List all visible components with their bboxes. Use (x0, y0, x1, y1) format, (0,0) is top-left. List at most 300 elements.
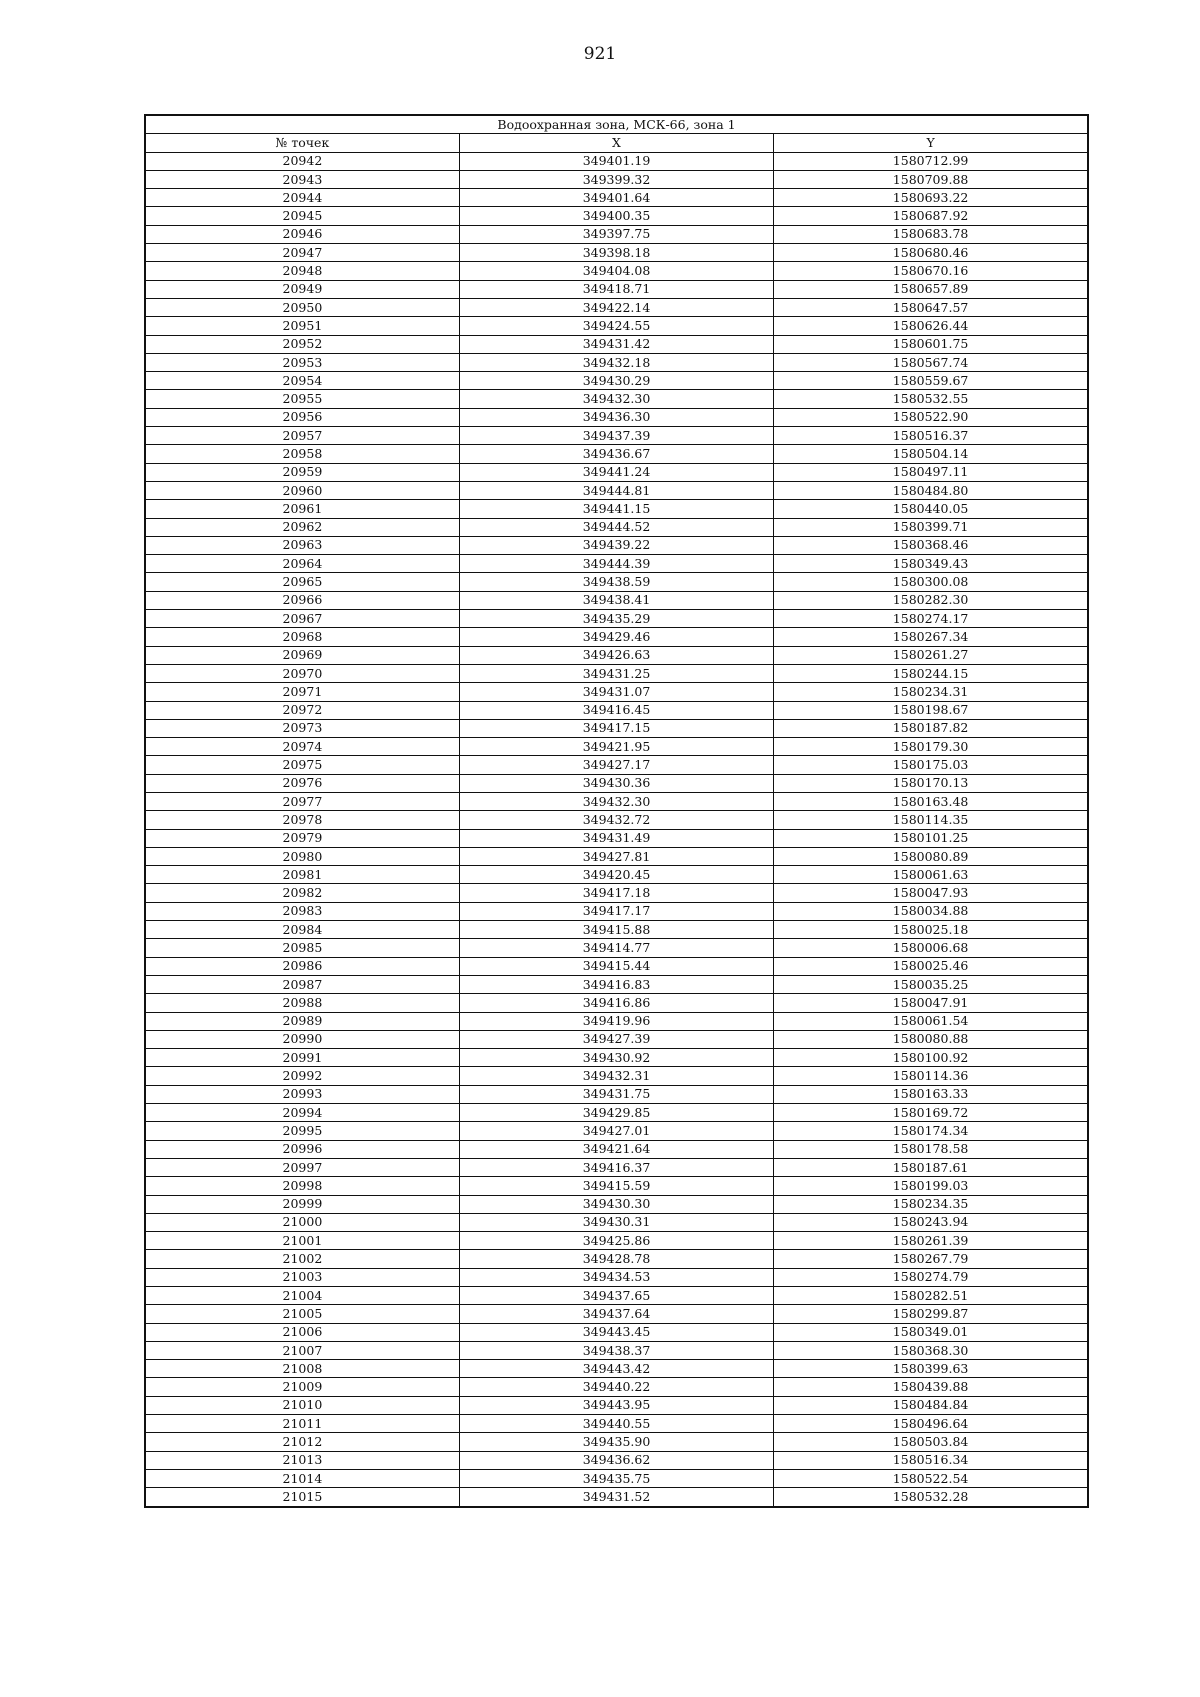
y-coordinate-cell: 1580532.28 (774, 1488, 1088, 1507)
point-number-cell: 20951 (145, 317, 459, 335)
table-row (145, 372, 1088, 390)
point-number-cell: 20988 (145, 994, 459, 1012)
point-number-cell: 20954 (145, 372, 459, 390)
y-coordinate-cell: 1580657.89 (774, 280, 1088, 298)
x-coordinate-cell: 349444.39 (459, 555, 773, 573)
table-row (145, 170, 1088, 188)
table-row (145, 445, 1088, 463)
header-y: Y (774, 134, 1088, 152)
point-number-cell: 20979 (145, 829, 459, 847)
y-coordinate-cell: 1580080.89 (774, 847, 1088, 865)
x-coordinate-cell: 349417.17 (459, 902, 773, 920)
table-row (145, 646, 1088, 664)
table-row (145, 719, 1088, 737)
table-row (145, 610, 1088, 628)
y-coordinate-cell: 1580601.75 (774, 335, 1088, 353)
point-number-cell: 20958 (145, 445, 459, 463)
y-coordinate-cell: 1580025.46 (774, 957, 1088, 975)
table-row (145, 1268, 1088, 1286)
table-row (145, 1177, 1088, 1195)
table-row (145, 1104, 1088, 1122)
table-row (145, 280, 1088, 298)
x-coordinate-cell: 349444.81 (459, 481, 773, 499)
table-row (145, 1396, 1088, 1414)
y-coordinate-cell: 1580178.58 (774, 1140, 1088, 1158)
x-coordinate-cell: 349432.31 (459, 1067, 773, 1085)
table-row (145, 1085, 1088, 1103)
y-coordinate-cell: 1580101.25 (774, 829, 1088, 847)
table-row (145, 866, 1088, 884)
x-coordinate-cell: 349416.83 (459, 975, 773, 993)
point-number-cell: 21004 (145, 1287, 459, 1305)
table-row (145, 335, 1088, 353)
x-coordinate-cell: 349434.53 (459, 1268, 773, 1286)
y-coordinate-cell: 1580187.82 (774, 719, 1088, 737)
table-row (145, 738, 1088, 756)
y-coordinate-cell: 1580709.88 (774, 170, 1088, 188)
x-coordinate-cell: 349436.67 (459, 445, 773, 463)
table-row (145, 1232, 1088, 1250)
point-number-cell: 21006 (145, 1323, 459, 1341)
table-row (145, 975, 1088, 993)
x-coordinate-cell: 349416.45 (459, 701, 773, 719)
x-coordinate-cell: 349444.52 (459, 518, 773, 536)
x-coordinate-cell: 349416.37 (459, 1158, 773, 1176)
table-row (145, 921, 1088, 939)
y-coordinate-cell: 1580163.33 (774, 1085, 1088, 1103)
point-number-cell: 21014 (145, 1469, 459, 1487)
y-coordinate-cell: 1580626.44 (774, 317, 1088, 335)
table-body (145, 152, 1088, 1506)
y-coordinate-cell: 1580080.88 (774, 1030, 1088, 1048)
point-number-cell: 20956 (145, 408, 459, 426)
page-number: 921 (583, 44, 617, 64)
x-coordinate-cell: 349414.77 (459, 939, 773, 957)
point-number-cell: 20974 (145, 738, 459, 756)
y-coordinate-cell: 1580198.67 (774, 701, 1088, 719)
table-row (145, 1323, 1088, 1341)
y-coordinate-cell: 1580559.67 (774, 372, 1088, 390)
point-number-cell: 20981 (145, 866, 459, 884)
table-row (145, 1140, 1088, 1158)
table-row (145, 353, 1088, 371)
x-coordinate-cell: 349400.35 (459, 207, 773, 225)
y-coordinate-cell: 1580163.48 (774, 792, 1088, 810)
point-number-cell: 20947 (145, 244, 459, 262)
x-coordinate-cell: 349431.25 (459, 664, 773, 682)
point-number-cell: 20983 (145, 902, 459, 920)
table-row (145, 298, 1088, 316)
table-header-row (145, 134, 1088, 152)
x-coordinate-cell: 349418.71 (459, 280, 773, 298)
table-row (145, 957, 1088, 975)
table-row (145, 811, 1088, 829)
y-coordinate-cell: 1580267.34 (774, 628, 1088, 646)
point-number-cell: 21010 (145, 1396, 459, 1414)
point-number-cell: 20967 (145, 610, 459, 628)
table-row (145, 792, 1088, 810)
point-number-cell: 21005 (145, 1305, 459, 1323)
table-row (145, 1049, 1088, 1067)
x-coordinate-cell: 349431.42 (459, 335, 773, 353)
y-coordinate-cell: 1580439.88 (774, 1378, 1088, 1396)
x-coordinate-cell: 349427.17 (459, 756, 773, 774)
x-coordinate-cell: 349432.30 (459, 390, 773, 408)
y-coordinate-cell: 1580522.54 (774, 1469, 1088, 1487)
x-coordinate-cell: 349417.18 (459, 884, 773, 902)
table-row (145, 1030, 1088, 1048)
x-coordinate-cell: 349422.14 (459, 298, 773, 316)
x-coordinate-cell: 349432.30 (459, 792, 773, 810)
point-number-cell: 20996 (145, 1140, 459, 1158)
x-coordinate-cell: 349431.49 (459, 829, 773, 847)
y-coordinate-cell: 1580496.64 (774, 1415, 1088, 1433)
table-row (145, 664, 1088, 682)
point-number-cell: 20978 (145, 811, 459, 829)
y-coordinate-cell: 1580687.92 (774, 207, 1088, 225)
table-row (145, 518, 1088, 536)
x-coordinate-cell: 349432.18 (459, 353, 773, 371)
x-coordinate-cell: 349427.81 (459, 847, 773, 865)
y-coordinate-cell: 1580349.43 (774, 555, 1088, 573)
point-number-cell: 21003 (145, 1268, 459, 1286)
table-row (145, 244, 1088, 262)
x-coordinate-cell: 349419.96 (459, 1012, 773, 1030)
point-number-cell: 21011 (145, 1415, 459, 1433)
x-coordinate-cell: 349443.45 (459, 1323, 773, 1341)
point-number-cell: 20964 (145, 555, 459, 573)
header-point-number: № точек (145, 134, 459, 152)
point-number-cell: 20957 (145, 427, 459, 445)
table-row (145, 152, 1088, 170)
table-row (145, 1195, 1088, 1213)
y-coordinate-cell: 1580349.01 (774, 1323, 1088, 1341)
point-number-cell: 20962 (145, 518, 459, 536)
point-number-cell: 20953 (145, 353, 459, 371)
y-coordinate-cell: 1580170.13 (774, 774, 1088, 792)
x-coordinate-cell: 349421.95 (459, 738, 773, 756)
y-coordinate-cell: 1580440.05 (774, 500, 1088, 518)
y-coordinate-cell: 1580175.03 (774, 756, 1088, 774)
table-row (145, 555, 1088, 573)
y-coordinate-cell: 1580516.34 (774, 1451, 1088, 1469)
x-coordinate-cell: 349431.07 (459, 683, 773, 701)
x-coordinate-cell: 349415.44 (459, 957, 773, 975)
point-number-cell: 20997 (145, 1158, 459, 1176)
table-row (145, 207, 1088, 225)
table-row (145, 939, 1088, 957)
table-row (145, 1451, 1088, 1469)
y-coordinate-cell: 1580047.93 (774, 884, 1088, 902)
x-coordinate-cell: 349397.75 (459, 225, 773, 243)
point-number-cell: 20943 (145, 170, 459, 188)
x-coordinate-cell: 349415.88 (459, 921, 773, 939)
point-number-cell: 21001 (145, 1232, 459, 1250)
table-row (145, 902, 1088, 920)
point-number-cell: 20948 (145, 262, 459, 280)
x-coordinate-cell: 349436.62 (459, 1451, 773, 1469)
point-number-cell: 20992 (145, 1067, 459, 1085)
y-coordinate-cell: 1580114.36 (774, 1067, 1088, 1085)
header-x: X (459, 134, 773, 152)
y-coordinate-cell: 1580368.30 (774, 1341, 1088, 1359)
x-coordinate-cell: 349421.64 (459, 1140, 773, 1158)
table-row (145, 262, 1088, 280)
table-row (145, 317, 1088, 335)
y-coordinate-cell: 1580061.63 (774, 866, 1088, 884)
point-number-cell: 21012 (145, 1433, 459, 1451)
point-number-cell: 21013 (145, 1451, 459, 1469)
x-coordinate-cell: 349430.30 (459, 1195, 773, 1213)
y-coordinate-cell: 1580261.27 (774, 646, 1088, 664)
table-row (145, 1433, 1088, 1451)
y-coordinate-cell: 1580114.35 (774, 811, 1088, 829)
x-coordinate-cell: 349430.92 (459, 1049, 773, 1067)
x-coordinate-cell: 349431.52 (459, 1488, 773, 1507)
table-row (145, 481, 1088, 499)
y-coordinate-cell: 1580267.79 (774, 1250, 1088, 1268)
point-number-cell: 20994 (145, 1104, 459, 1122)
x-coordinate-cell: 349427.01 (459, 1122, 773, 1140)
point-number-cell: 20949 (145, 280, 459, 298)
point-number-cell: 20982 (145, 884, 459, 902)
y-coordinate-cell: 1580234.35 (774, 1195, 1088, 1213)
x-coordinate-cell: 349443.95 (459, 1396, 773, 1414)
y-coordinate-cell: 1580368.46 (774, 536, 1088, 554)
y-coordinate-cell: 1580034.88 (774, 902, 1088, 920)
table-row (145, 884, 1088, 902)
x-coordinate-cell: 349435.29 (459, 610, 773, 628)
y-coordinate-cell: 1580234.31 (774, 683, 1088, 701)
point-number-cell: 20944 (145, 189, 459, 207)
x-coordinate-cell: 349437.64 (459, 1305, 773, 1323)
x-coordinate-cell: 349427.39 (459, 1030, 773, 1048)
x-coordinate-cell: 349401.64 (459, 189, 773, 207)
x-coordinate-cell: 349440.55 (459, 1415, 773, 1433)
table-row (145, 427, 1088, 445)
y-coordinate-cell: 1580179.30 (774, 738, 1088, 756)
x-coordinate-cell: 349441.24 (459, 463, 773, 481)
point-number-cell: 20963 (145, 536, 459, 554)
y-coordinate-cell: 1580497.11 (774, 463, 1088, 481)
table-row (145, 1305, 1088, 1323)
y-coordinate-cell: 1580061.54 (774, 1012, 1088, 1030)
y-coordinate-cell: 1580282.30 (774, 591, 1088, 609)
y-coordinate-cell: 1580174.34 (774, 1122, 1088, 1140)
table-row (145, 1250, 1088, 1268)
table-row (145, 225, 1088, 243)
y-coordinate-cell: 1580243.94 (774, 1213, 1088, 1231)
table-title: Водоохранная зона, МСК-66, зона 1 (145, 115, 1088, 134)
x-coordinate-cell: 349424.55 (459, 317, 773, 335)
y-coordinate-cell: 1580712.99 (774, 152, 1088, 170)
point-number-cell: 20959 (145, 463, 459, 481)
y-coordinate-cell: 1580047.91 (774, 994, 1088, 1012)
table-row (145, 847, 1088, 865)
y-coordinate-cell: 1580244.15 (774, 664, 1088, 682)
point-number-cell: 20960 (145, 481, 459, 499)
table-row (145, 829, 1088, 847)
table-row (145, 591, 1088, 609)
table-row (145, 1469, 1088, 1487)
y-coordinate-cell: 1580300.08 (774, 573, 1088, 591)
x-coordinate-cell: 349438.41 (459, 591, 773, 609)
x-coordinate-cell: 349401.19 (459, 152, 773, 170)
table-row (145, 189, 1088, 207)
y-coordinate-cell: 1580261.39 (774, 1232, 1088, 1250)
y-coordinate-cell: 1580693.22 (774, 189, 1088, 207)
table-row (145, 1067, 1088, 1085)
y-coordinate-cell: 1580199.03 (774, 1177, 1088, 1195)
x-coordinate-cell: 349429.46 (459, 628, 773, 646)
table-row (145, 1158, 1088, 1176)
point-number-cell: 20989 (145, 1012, 459, 1030)
x-coordinate-cell: 349432.72 (459, 811, 773, 829)
table-row (145, 408, 1088, 426)
table-row (145, 1213, 1088, 1231)
point-number-cell: 20961 (145, 500, 459, 518)
table-row (145, 628, 1088, 646)
y-coordinate-cell: 1580532.55 (774, 390, 1088, 408)
y-coordinate-cell: 1580399.71 (774, 518, 1088, 536)
x-coordinate-cell: 349439.22 (459, 536, 773, 554)
x-coordinate-cell: 349404.08 (459, 262, 773, 280)
point-number-cell: 20966 (145, 591, 459, 609)
y-coordinate-cell: 1580484.84 (774, 1396, 1088, 1414)
table-row (145, 463, 1088, 481)
y-coordinate-cell: 1580567.74 (774, 353, 1088, 371)
table-row (145, 390, 1088, 408)
point-number-cell: 20991 (145, 1049, 459, 1067)
x-coordinate-cell: 349428.78 (459, 1250, 773, 1268)
y-coordinate-cell: 1580503.84 (774, 1433, 1088, 1451)
point-number-cell: 20976 (145, 774, 459, 792)
table-row (145, 774, 1088, 792)
y-coordinate-cell: 1580504.14 (774, 445, 1088, 463)
y-coordinate-cell: 1580683.78 (774, 225, 1088, 243)
y-coordinate-cell: 1580274.17 (774, 610, 1088, 628)
x-coordinate-cell: 349437.65 (459, 1287, 773, 1305)
point-number-cell: 20986 (145, 957, 459, 975)
y-coordinate-cell: 1580522.90 (774, 408, 1088, 426)
point-number-cell: 20946 (145, 225, 459, 243)
y-coordinate-cell: 1580516.37 (774, 427, 1088, 445)
x-coordinate-cell: 349415.59 (459, 1177, 773, 1195)
point-number-cell: 20955 (145, 390, 459, 408)
y-coordinate-cell: 1580035.25 (774, 975, 1088, 993)
point-number-cell: 20984 (145, 921, 459, 939)
table-row (145, 683, 1088, 701)
point-number-cell: 21000 (145, 1213, 459, 1231)
point-number-cell: 20975 (145, 756, 459, 774)
point-number-cell: 20971 (145, 683, 459, 701)
x-coordinate-cell: 349430.31 (459, 1213, 773, 1231)
point-number-cell: 20942 (145, 152, 459, 170)
x-coordinate-cell: 349438.37 (459, 1341, 773, 1359)
y-coordinate-cell: 1580187.61 (774, 1158, 1088, 1176)
table-row (145, 701, 1088, 719)
y-coordinate-cell: 1580282.51 (774, 1287, 1088, 1305)
y-coordinate-cell: 1580484.80 (774, 481, 1088, 499)
table-row (145, 1122, 1088, 1140)
table-row (145, 500, 1088, 518)
table-row (145, 1012, 1088, 1030)
point-number-cell: 20985 (145, 939, 459, 957)
point-number-cell: 20998 (145, 1177, 459, 1195)
y-coordinate-cell: 1580025.18 (774, 921, 1088, 939)
x-coordinate-cell: 349420.45 (459, 866, 773, 884)
x-coordinate-cell: 349431.75 (459, 1085, 773, 1103)
x-coordinate-cell: 349436.30 (459, 408, 773, 426)
table-row (145, 1378, 1088, 1396)
x-coordinate-cell: 349443.42 (459, 1360, 773, 1378)
point-number-cell: 20995 (145, 1122, 459, 1140)
table-row (145, 536, 1088, 554)
point-number-cell: 20977 (145, 792, 459, 810)
x-coordinate-cell: 349440.22 (459, 1378, 773, 1396)
table-row (145, 1488, 1088, 1507)
x-coordinate-cell: 349429.85 (459, 1104, 773, 1122)
y-coordinate-cell: 1580274.79 (774, 1268, 1088, 1286)
x-coordinate-cell: 349417.15 (459, 719, 773, 737)
x-coordinate-cell: 349399.32 (459, 170, 773, 188)
y-coordinate-cell: 1580006.68 (774, 939, 1088, 957)
x-coordinate-cell: 349398.18 (459, 244, 773, 262)
point-number-cell: 20999 (145, 1195, 459, 1213)
x-coordinate-cell: 349438.59 (459, 573, 773, 591)
point-number-cell: 20990 (145, 1030, 459, 1048)
x-coordinate-cell: 349416.86 (459, 994, 773, 1012)
point-number-cell: 20970 (145, 664, 459, 682)
x-coordinate-cell: 349435.90 (459, 1433, 773, 1451)
point-number-cell: 20945 (145, 207, 459, 225)
table-title-row (145, 115, 1088, 134)
point-number-cell: 20968 (145, 628, 459, 646)
point-number-cell: 20973 (145, 719, 459, 737)
point-number-cell: 20952 (145, 335, 459, 353)
y-coordinate-cell: 1580670.16 (774, 262, 1088, 280)
table-row (145, 1415, 1088, 1433)
point-number-cell: 20969 (145, 646, 459, 664)
table-row (145, 1341, 1088, 1359)
point-number-cell: 20965 (145, 573, 459, 591)
x-coordinate-cell: 349426.63 (459, 646, 773, 664)
x-coordinate-cell: 349435.75 (459, 1469, 773, 1487)
table-row (145, 994, 1088, 1012)
x-coordinate-cell: 349430.36 (459, 774, 773, 792)
y-coordinate-cell: 1580169.72 (774, 1104, 1088, 1122)
point-number-cell: 20993 (145, 1085, 459, 1103)
x-coordinate-cell: 349425.86 (459, 1232, 773, 1250)
table-row (145, 573, 1088, 591)
x-coordinate-cell: 349430.29 (459, 372, 773, 390)
point-number-cell: 20972 (145, 701, 459, 719)
point-number-cell: 21002 (145, 1250, 459, 1268)
point-number-cell: 21009 (145, 1378, 459, 1396)
y-coordinate-cell: 1580647.57 (774, 298, 1088, 316)
point-number-cell: 20987 (145, 975, 459, 993)
y-coordinate-cell: 1580299.87 (774, 1305, 1088, 1323)
coordinates-table (144, 114, 1089, 1508)
y-coordinate-cell: 1580680.46 (774, 244, 1088, 262)
point-number-cell: 21007 (145, 1341, 459, 1359)
table-row (145, 1360, 1088, 1378)
x-coordinate-cell: 349441.15 (459, 500, 773, 518)
y-coordinate-cell: 1580399.63 (774, 1360, 1088, 1378)
point-number-cell: 20950 (145, 298, 459, 316)
point-number-cell: 20980 (145, 847, 459, 865)
x-coordinate-cell: 349437.39 (459, 427, 773, 445)
